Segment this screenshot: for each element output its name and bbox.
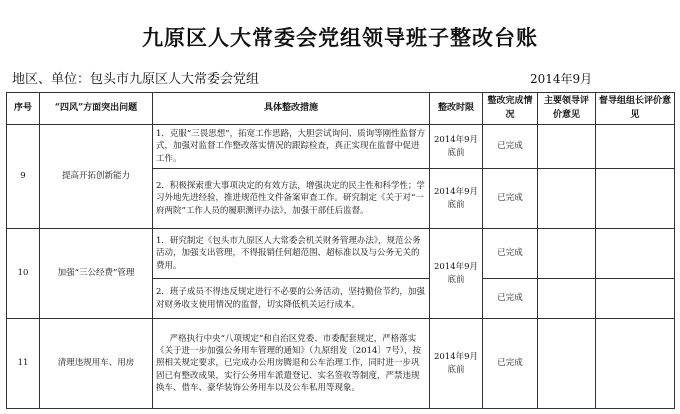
- leader-opinion-cell: [538, 229, 596, 279]
- rectification-table: [6, 92, 675, 409]
- status-cell: 已完成: [483, 229, 538, 279]
- leader-opinion-cell: [538, 169, 596, 229]
- problem-cell: 加强“三公经费”管理: [40, 229, 153, 319]
- status-cell: 已完成: [483, 169, 538, 229]
- header-problem: “四风”方面突出问题: [40, 93, 153, 125]
- table-row: [7, 319, 675, 409]
- header-no: 序号: [7, 93, 40, 125]
- measure-cell: 2．积极探索重大事项决定的有效方法，增强决定的民主性和科学性；学习外地先进经验，推进规范性文件备案审查工作。研究制定《关于对“一府两院”工作人员的履职测评办法》，加强干部任后监督。: [153, 169, 430, 229]
- deadline-cell: 2014年9月底前: [430, 125, 483, 169]
- header-leader-opinion: 主要领导评价意见: [538, 93, 596, 125]
- document-title: 九原区人大常委会党组领导班子整改台账: [142, 25, 538, 50]
- leader-opinion-cell: [538, 319, 596, 409]
- header-measures: 具体整改措施: [153, 93, 430, 125]
- table-row: [7, 125, 675, 169]
- deadline-cell: 2014年9月底前: [430, 319, 483, 409]
- problem-cell: 提高开拓创新能力: [40, 125, 153, 229]
- measure-cell: 1．研究制定《包头市九原区人大常委会机关财务管理办法》，规范公务活动，加强支出管理，不得报销任何超范围、超标准以及与公务无关的费用。: [153, 229, 430, 279]
- status-cell: 已完成: [483, 319, 538, 409]
- problem-cell: 清理违规用车、用房: [40, 319, 153, 409]
- row-number: 9: [7, 125, 40, 229]
- header-status: 整改完成情况: [483, 93, 538, 125]
- deadline-cell: 2014年9月底前: [430, 229, 483, 319]
- header-deadline: 整改时限: [430, 93, 483, 125]
- row-number: 10: [7, 229, 40, 319]
- leader-opinion-cell: [538, 279, 596, 319]
- inspector-opinion-cell: [596, 319, 675, 409]
- unit-label: 地区、单位：包头市九原区人大常委会党组: [12, 72, 260, 87]
- measure-cell: 2．班子成员不得违反规定进行不必要的公务活动，坚持勤俭节约，加强对财务收支使用情况的监督，切实降低机关运行成本。: [153, 279, 430, 319]
- measure-cell: 1．克服“三畏思想”，拓宽工作思路，大胆尝试询问、质询等刚性监督方式，加强对监督工作整改落实情况的跟踪检查，真正实现在监督中促进工作。: [153, 125, 430, 169]
- document-date: 2014年9月: [530, 72, 593, 86]
- inspector-opinion-cell: [596, 279, 675, 319]
- inspector-opinion-cell: [596, 229, 675, 279]
- inspector-opinion-cell: [596, 125, 675, 169]
- status-cell: 已完成: [483, 125, 538, 169]
- row-number: 11: [7, 319, 40, 409]
- table-header-row: [7, 93, 675, 125]
- inspector-opinion-cell: [596, 169, 675, 229]
- leader-opinion-cell: [538, 125, 596, 169]
- status-cell: 已完成: [483, 279, 538, 319]
- measure-cell: 严格执行中央“八项规定”和自治区党委、市委配套规定，严格落实《关于进一步加强公务用车管理的通知》（九原组发〔2014〕7号），按照相关规定要求，已完成办公用房腾退和公车治理工作，同时进一步巩固已有整改成果，实行公务用车派遣登记、实名签收等制度，严禁违规换车、借车、豪华装饰公务用车以及公车私用等现象。: [153, 319, 430, 409]
- table-row: [7, 229, 675, 279]
- header-inspector-opinion: 督导组组长评价意见: [596, 93, 675, 125]
- deadline-cell: 2014年9月底前: [430, 169, 483, 229]
